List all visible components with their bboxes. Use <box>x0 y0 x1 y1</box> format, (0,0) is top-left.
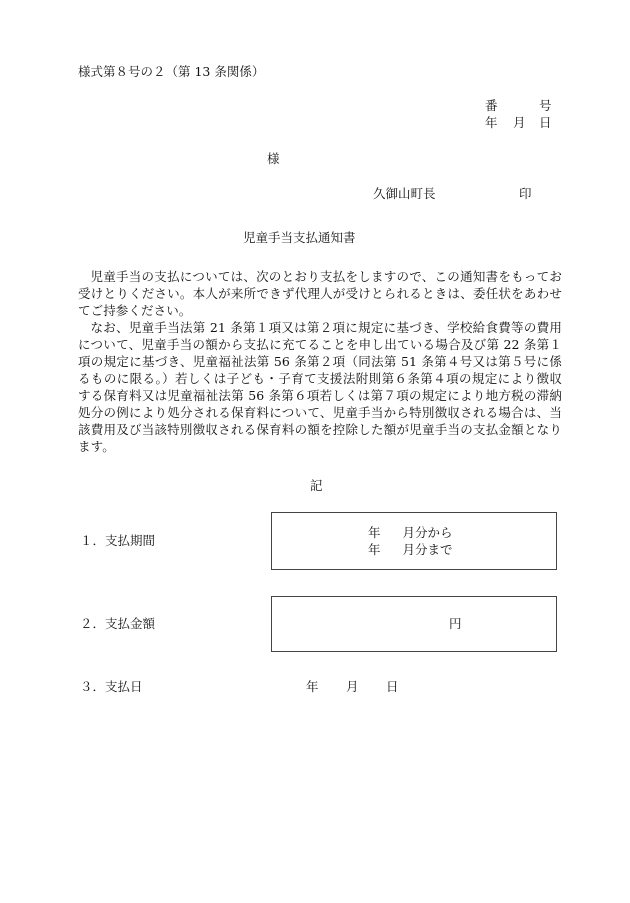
period-to-year: 年 <box>368 542 381 557</box>
issuer-name: 久御山町長 <box>373 186 436 201</box>
seal-mark: 印 <box>519 186 532 201</box>
document-number-suffix: 号 <box>539 98 552 113</box>
date-year-label: 年 <box>485 115 498 130</box>
currency-unit: 円 <box>449 616 462 631</box>
payment-amount-label: ２．支払金額 <box>80 616 156 631</box>
payment-amount-box <box>271 596 557 652</box>
payment-date-month: 月 <box>346 679 359 694</box>
payment-date-day: 日 <box>386 679 399 694</box>
period-line-2 <box>368 544 453 557</box>
payment-period-label: １．支払期間 <box>80 533 156 548</box>
payment-date-label: ３．支払日 <box>80 679 143 694</box>
date-day-label: 日 <box>539 115 552 130</box>
period-from-suffix: 月分から <box>402 525 453 540</box>
body-paragraph-1: 児童手当の支払については、次のとおり支払をしますので、この通知書をもってお受けとりください。本人が来所できず代理人が受けとられるときは、委任状をあわせてご持参ください。 <box>78 269 562 318</box>
period-to-suffix: 月分まで <box>402 542 453 557</box>
period-from-year: 年 <box>368 525 381 540</box>
document-number-label: 番 <box>485 98 498 113</box>
period-line-1 <box>368 527 453 540</box>
body-paragraph-2: なお、児童手当法第 21 条第１項又は第２項に規定に基づき、学校給食費等の費用について、児童手当の額から支払に充てることを申し出ている場合及び第 22 条第１項の規定に基づき、児童福祉法第 56 条第２項（同法第 51 条第４号又は第５号に係るものに限る。）若しくは子ども・子育て支援法附則第６条第４項の規定により徴収する保育料又は児童福祉法第 56 条第６項若しくは第７項の規定により地方税の滞納処分の例により処分される保育料について、児童手当から特別徴収される場合は、当該費用及び当該特別徴収される保育料の額を控除した額が児童手当の支払金額となります。 <box>78 320 562 454</box>
payment-date-year: 年 <box>306 679 319 694</box>
payment-period-box <box>271 512 557 570</box>
form-label: 様式第８号の２（第 13 条関係） <box>78 64 265 79</box>
addressee-suffix: 様 <box>267 151 280 166</box>
date-month-label: 月 <box>513 115 526 130</box>
ki-heading: 記 <box>310 478 323 493</box>
document-title: 児童手当支払通知書 <box>243 230 356 245</box>
